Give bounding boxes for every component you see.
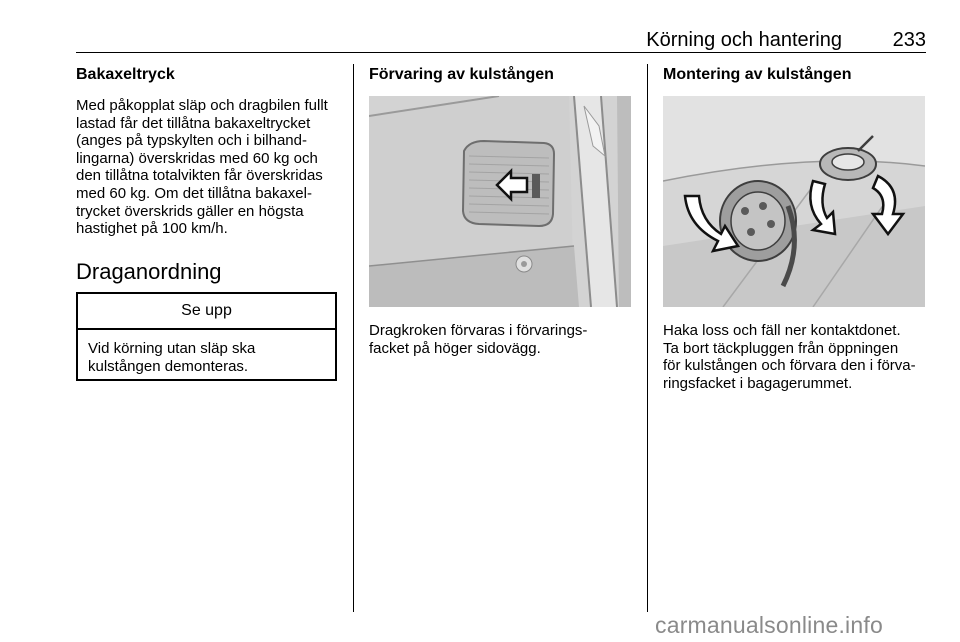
heading-draganordning: Draganordning: [76, 259, 222, 284]
watermark: carmanualsonline.info: [655, 612, 883, 638]
figure-storage-compartment: [369, 96, 631, 307]
header-rule: [76, 52, 926, 53]
heading-forvaring: Förvaring av kulstången: [369, 66, 554, 83]
heading-montering: Montering av kulstången: [663, 66, 852, 83]
caution-title: Se upp: [78, 294, 335, 330]
heading-bakaxeltryck: Bakaxeltryck: [76, 66, 175, 83]
caution-box: [76, 292, 337, 381]
ball-bar-mounting-illustration: [663, 96, 925, 307]
figure-ball-bar-mounting: [663, 96, 925, 307]
column-divider-2: [647, 64, 648, 612]
running-header-title: Körning och hantering: [646, 29, 842, 51]
caution-text: Vid körning utan släp ska kulstången demonteras.: [88, 340, 256, 375]
caption-storage: Dragkroken förvaras i förvarings- facket på höger sidovägg.: [369, 322, 588, 357]
column-divider-1: [353, 64, 354, 612]
caption-mounting: Haka loss och fäll ner kontaktdonet. Ta bort täckpluggen från öppningen för kulstången och förvara den i förva- ringsfacket i bagagerummet.: [663, 322, 916, 392]
paragraph-bakaxeltryck: Med påkopplat släp och dragbilen fullt lastad får det tillåtna bakaxeltrycket (anges på typskylten och i bilhand- lingarna) överskridas med 60 kg och den tillåtna totalvikten får överskridas med 60 kg. Om det tillåtna bakaxel- trycket överskrids gäller en högsta hastighet på 100 km/h.: [76, 97, 328, 238]
storage-compartment-illustration: [369, 96, 631, 307]
page-number: 233: [892, 29, 926, 51]
